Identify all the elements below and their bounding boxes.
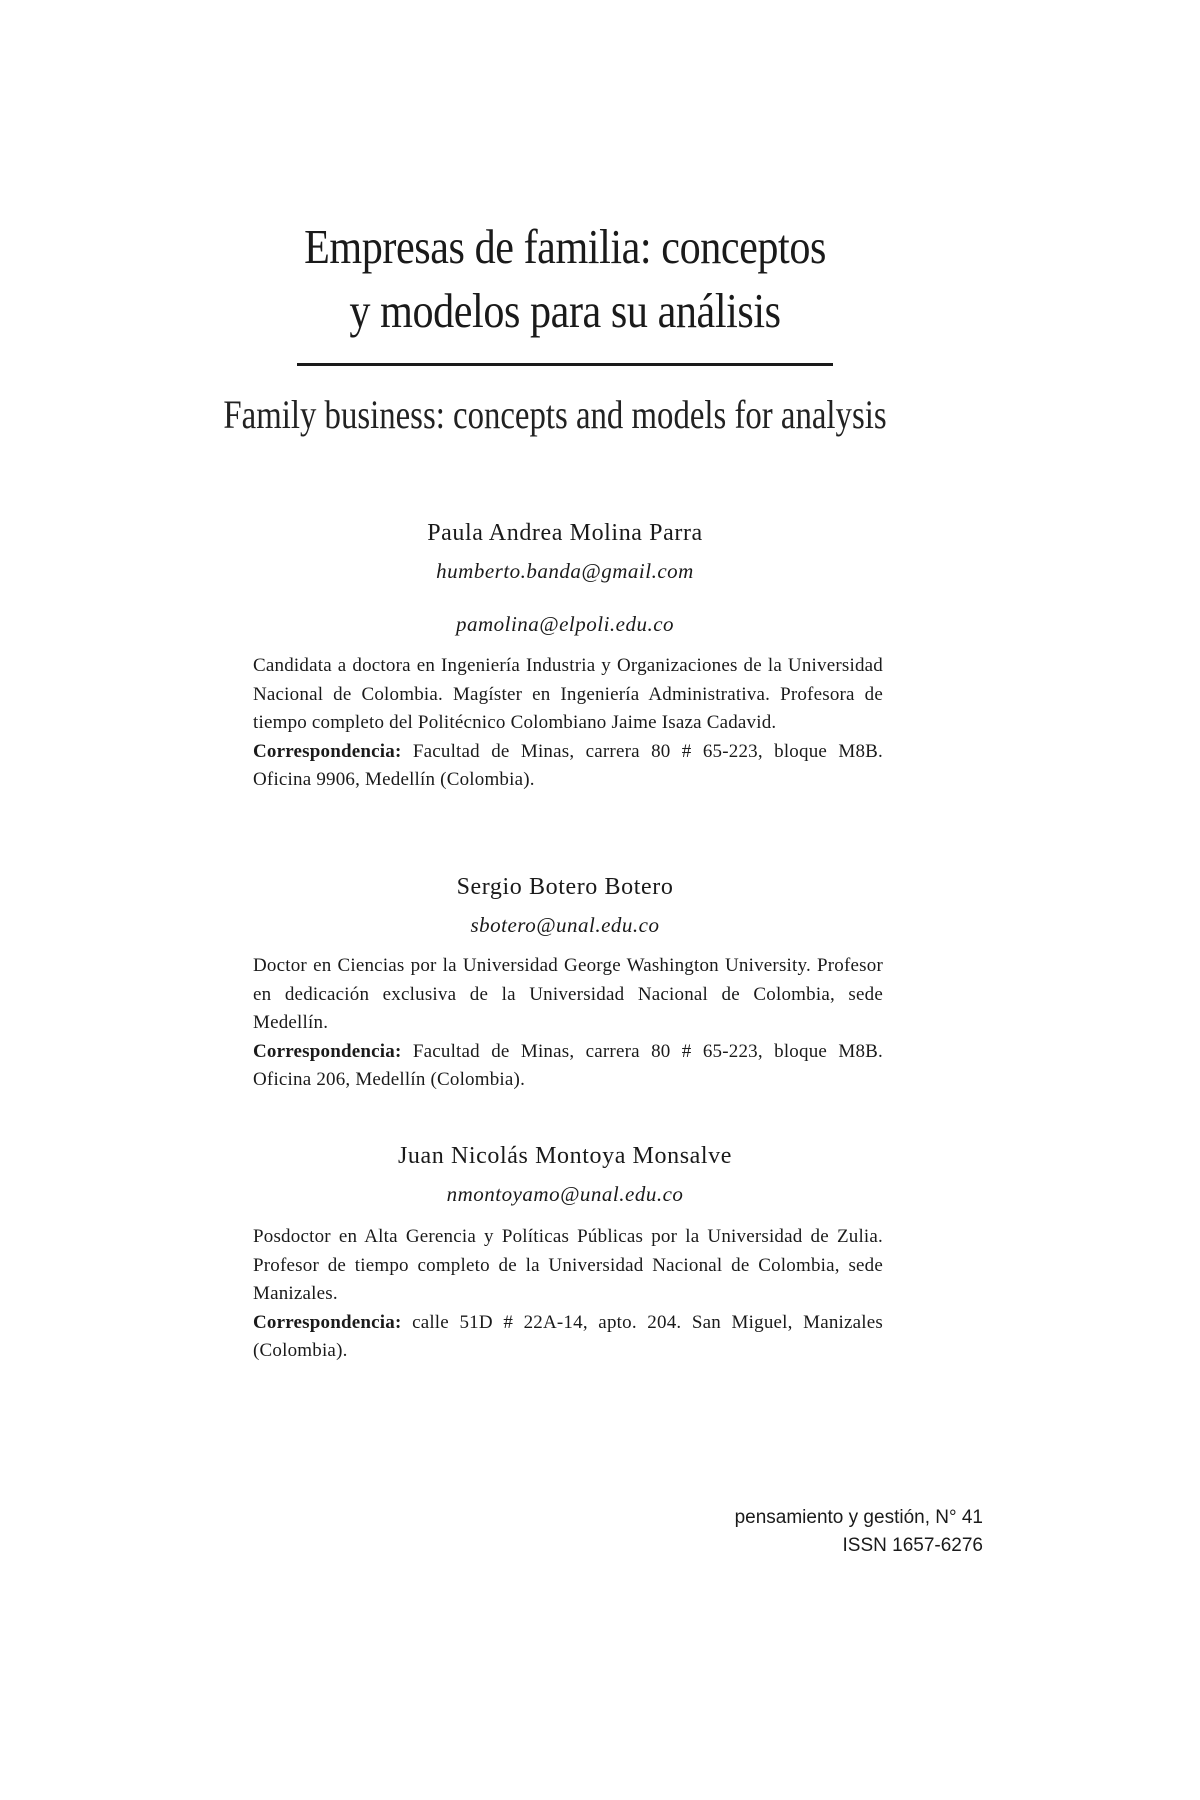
author-correspondence-3 — [253, 1309, 883, 1366]
author-name-1: Paula Andrea Molina Parra — [427, 520, 703, 546]
correspondence-text: Facultad de Minas, carrera 80 # 65-223, bloque M8B. Oficina 9906, Medellín (Colombia). — [253, 740, 883, 790]
author-email-3[interactable]: nmontoyamo@unal.edu.co — [446, 1182, 684, 1206]
author-email-1b[interactable]: pamolina@elpoli.edu.co — [455, 612, 675, 636]
title-english: Family business: concepts and models for analysis — [223, 392, 887, 437]
journal-issue: pensamiento y gestión, N° 41 — [734, 1507, 983, 1528]
author-correspondence-2 — [253, 1038, 883, 1095]
author-bio-1 — [253, 652, 883, 795]
author-bio-2-text: Doctor en Ciencias por la Universidad George Washington University. Profesor en dedicación exclusiva de la Universidad Nacional de Colombia, sede Medellín. — [253, 955, 883, 1033]
title-spanish-line-1: Empresas de familia: conceptos — [304, 219, 826, 274]
correspondence-label: Correspondencia: — [253, 740, 402, 762]
author-bio-3 — [253, 1223, 883, 1366]
journal-issn: ISSN 1657-6276 — [842, 1535, 983, 1556]
correspondence-label: Correspondencia: — [253, 1311, 402, 1333]
title-block — [0, 215, 1130, 343]
author-bio-3-text: Posdoctor en Alta Gerencia y Políticas Públicas por la Universidad de Zulia. Profesor de tiempo completo de la Universidad Nacional de Colombia, sede Manizales. — [253, 1226, 883, 1304]
author-email-2[interactable]: sbotero@unal.edu.co — [470, 913, 660, 937]
title-spanish-line-2: y modelos para su análisis — [349, 283, 781, 338]
author-email-1a[interactable]: humberto.banda@gmail.com — [436, 559, 694, 583]
author-bio-2 — [253, 952, 883, 1095]
correspondence-label: Correspondencia: — [253, 1040, 402, 1062]
title-spanish — [79, 215, 1051, 343]
author-name-3: Juan Nicolás Montoya Monsalve — [397, 1143, 733, 1169]
journal-info — [735, 1504, 983, 1560]
author-bio-1-text: Candidata a doctora en Ingeniería Industria y Organizaciones de la Universidad Nacional de Colombia. Magíster en Ingeniería Administrativa. Profesora de tiempo completo del Politécnico Colombiano Jaime Isaza Cadavid. — [253, 655, 883, 733]
author-name-2: Sergio Botero Botero — [456, 874, 674, 900]
title-divider — [297, 363, 833, 366]
author-correspondence-1 — [253, 738, 883, 795]
correspondence-text: calle 51D # 22A-14, apto. 204. San Miguel, Manizales (Colombia). — [253, 1311, 883, 1361]
correspondence-text: Facultad de Minas, carrera 80 # 65-223, bloque M8B. Oficina 206, Medellín (Colombia). — [253, 1040, 883, 1090]
